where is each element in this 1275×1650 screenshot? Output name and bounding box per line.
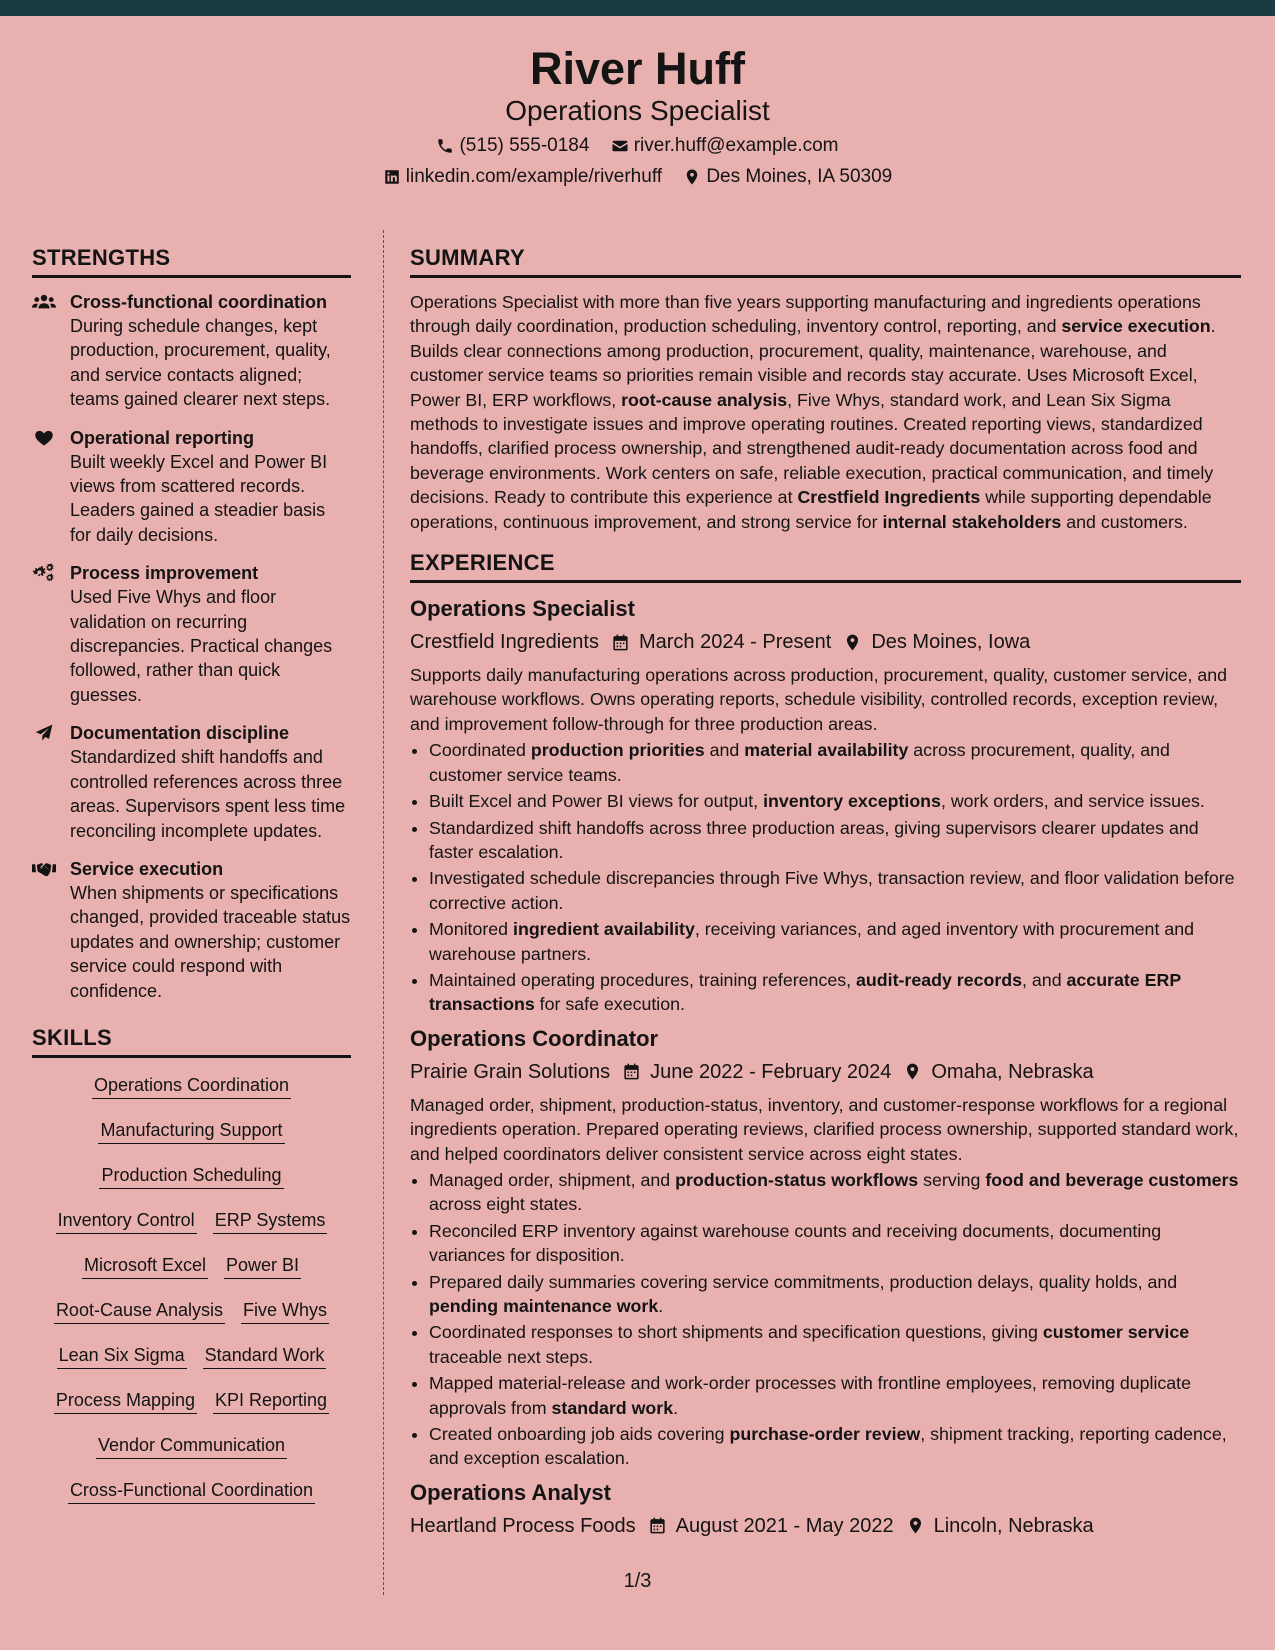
skill-tag: Microsoft Excel bbox=[82, 1254, 208, 1279]
job-title: Operations Analyst bbox=[410, 1479, 611, 1505]
phone-contact[interactable] bbox=[436, 134, 589, 159]
skill-tag: Lean Six Sigma bbox=[57, 1344, 187, 1369]
bold-text: production priorities bbox=[530, 740, 705, 761]
skill-tag: Five Whys bbox=[241, 1299, 329, 1324]
skills-list bbox=[32, 1070, 351, 1524]
strength-item bbox=[32, 561, 351, 707]
job-bullet bbox=[429, 1422, 1241, 1471]
experience-heading: EXPERIENCE bbox=[410, 550, 1241, 583]
job-bullet bbox=[429, 1371, 1241, 1420]
strength-description: When shipments or specifications changed, provided traceable status updates and ownership; customer service could respond with confidence. bbox=[70, 882, 351, 1001]
text-segment: . bbox=[658, 1296, 664, 1316]
candidate-title: Operations Specialist bbox=[505, 95, 770, 126]
skill-tag: Standard Work bbox=[203, 1344, 327, 1369]
map-pin-icon bbox=[683, 168, 701, 186]
bold-text: ingredient availability bbox=[513, 919, 695, 940]
text-segment: Prepared daily summaries covering service commitments, production delays, quality holds, and bbox=[429, 1271, 1178, 1292]
bold-text: pending maintenance work bbox=[429, 1296, 659, 1316]
right-column bbox=[410, 245, 1241, 1547]
job-dates: August 2021 - May 2022 bbox=[675, 1514, 894, 1537]
text-segment: Mapped material-release and work-order processes with frontline employees, removing duplicate approvals from bbox=[429, 1373, 1191, 1418]
strength-description: During schedule changes, kept production, procurement, quality, and service contacts aligned; teams gained clearer next steps. bbox=[70, 316, 331, 410]
job-bullet bbox=[429, 968, 1241, 1017]
job-company: Heartland Process Foods bbox=[410, 1514, 636, 1537]
skill-tag: Manufacturing Support bbox=[98, 1119, 284, 1144]
strength-item bbox=[32, 721, 351, 843]
text-segment: . bbox=[673, 1397, 679, 1418]
location-contact bbox=[683, 165, 892, 190]
skills-row bbox=[32, 1344, 351, 1389]
skills-row bbox=[32, 1119, 351, 1164]
job-bullet bbox=[429, 789, 1241, 813]
bold-text: standard work bbox=[551, 1397, 674, 1418]
bold-text: customer service bbox=[1042, 1322, 1190, 1343]
text-segment: Maintained operating procedures, training references, bbox=[429, 969, 857, 990]
job-bullet bbox=[429, 1270, 1241, 1319]
skills-row bbox=[32, 1074, 351, 1119]
location-text: Des Moines, IA 50309 bbox=[706, 166, 893, 187]
job-location: Lincoln, Nebraska bbox=[933, 1514, 1094, 1537]
summary-heading: SUMMARY bbox=[410, 245, 1241, 278]
bold-text: Crestfield Ingredients bbox=[797, 487, 981, 508]
bold-text: food and beverage customers bbox=[985, 1169, 1239, 1190]
text-segment: Built Excel and Power BI views for output, bbox=[429, 791, 764, 812]
job-bullet bbox=[429, 1320, 1241, 1369]
linkedin-icon bbox=[383, 168, 401, 186]
experience-list bbox=[410, 595, 1241, 1539]
job-dates: June 2022 - February 2024 bbox=[650, 1060, 892, 1083]
job-location: Omaha, Nebraska bbox=[931, 1060, 1094, 1083]
text-segment: Operations Specialist with more than five years supporting manufacturing and ingredients operations through daily coordination, production scheduling, inventory control, reporting, and bbox=[410, 292, 1201, 337]
skills-row bbox=[32, 1479, 351, 1524]
job-description: Managed order, shipment, production-status, inventory, and customer-response workflows for a regional ingredients operation. Prepared operating reviews, clarified process ownership, supported standard work, and helped coordinators deliver consistent service across eight states. bbox=[410, 1094, 1239, 1164]
handshake-icon bbox=[32, 857, 70, 1003]
contact-row-1 bbox=[0, 134, 1275, 163]
bold-text: production-status workflows bbox=[675, 1169, 919, 1190]
strength-description: Built weekly Excel and Power BI views from scattered records. Leaders gained a steadier basis for daily decisions. bbox=[70, 451, 328, 545]
text-segment: Created onboarding job aids covering bbox=[429, 1424, 730, 1445]
calendar-icon bbox=[610, 1062, 650, 1081]
job-entry bbox=[410, 595, 1241, 1017]
phone-text: (515) 555-0184 bbox=[459, 135, 590, 156]
strength-title: Documentation discipline bbox=[70, 723, 290, 744]
strength-description: Used Five Whys and floor validation on recurring discrepancies. Practical changes followed, rather than quick guesses. bbox=[70, 587, 333, 705]
skills-row bbox=[32, 1209, 351, 1254]
job-dates: March 2024 - Present bbox=[638, 631, 832, 654]
text-segment: , Five Whys, standard work, and Lean Six Sigma methods to investigate issues and improve operating routines. Created reporting views, standardized handoffs, clarified process ownership, and strengthened audit-ready documentation across food and beverage environments. Work centers on safe, reliable execution, practical communication, and timely decisions. Ready to contribute this experience at bbox=[410, 389, 1214, 508]
text-segment: and bbox=[704, 740, 745, 761]
map-pin-icon bbox=[831, 633, 871, 652]
text-segment: , receiving variances, and aged inventory with procurement and warehouse partners. bbox=[429, 919, 1194, 964]
job-bullets bbox=[410, 738, 1241, 1016]
text-segment: Monitored bbox=[429, 919, 514, 940]
skill-tag: KPI Reporting bbox=[213, 1389, 329, 1414]
contact-row-2 bbox=[0, 165, 1275, 194]
candidate-name: River Huff bbox=[529, 43, 746, 94]
job-meta bbox=[410, 1513, 1241, 1539]
strengths-heading: STRENGTHS bbox=[32, 245, 351, 278]
bold-text: purchase-order review bbox=[729, 1424, 921, 1445]
text-segment: while supporting dependable operations, continuous improvement, and strong service for bbox=[410, 487, 1212, 532]
strength-body bbox=[70, 561, 351, 707]
text-segment: . Builds clear connections among production, procurement, quality, maintenance, warehouse, and customer service teams so priorities remain visible and records stay accurate. Uses Microsoft Excel, Power BI, ERP workflows, bbox=[410, 316, 1216, 410]
bold-text: inventory exceptions bbox=[763, 791, 941, 812]
gears-icon bbox=[32, 561, 70, 707]
strength-body bbox=[70, 721, 351, 843]
top-accent-bar bbox=[0, 0, 1275, 16]
skills-row bbox=[32, 1299, 351, 1344]
job-bullet bbox=[429, 917, 1241, 966]
job-bullet bbox=[429, 1168, 1241, 1217]
skill-tag: Operations Coordination bbox=[92, 1074, 291, 1099]
job-bullet bbox=[429, 738, 1241, 787]
text-segment: Investigated schedule discrepancies through Five Whys, transaction review, and floor validation before corrective action. bbox=[429, 868, 1235, 913]
job-entry bbox=[410, 1025, 1241, 1471]
strength-body bbox=[70, 426, 351, 548]
text-segment: traceable next steps. bbox=[429, 1346, 594, 1367]
skill-tag: Inventory Control bbox=[56, 1209, 197, 1234]
job-title: Operations Coordinator bbox=[410, 1025, 659, 1051]
job-meta bbox=[410, 629, 1241, 655]
resume-header bbox=[0, 16, 1275, 204]
job-bullet bbox=[429, 866, 1241, 915]
text-segment: Managed order, shipment, and bbox=[429, 1169, 676, 1190]
strength-title: Cross-functional coordination bbox=[70, 292, 328, 312]
text-segment: , and bbox=[1022, 969, 1067, 990]
strength-description: Standardized shift handoffs and controlled references across three areas. Supervisors spent less time reconciling incomplete updates. bbox=[70, 747, 346, 841]
calendar-icon bbox=[636, 1516, 676, 1535]
text-segment: Reconciled ERP inventory against warehouse counts and receiving documents, documenting variances for disposition. bbox=[429, 1220, 1162, 1266]
bold-text: accurate ERP transactions bbox=[429, 969, 1181, 1015]
map-pin-icon bbox=[894, 1516, 934, 1535]
job-title: Operations Specialist bbox=[410, 596, 635, 622]
column-divider bbox=[383, 230, 384, 1595]
job-entry bbox=[410, 1479, 1241, 1539]
strengths-list bbox=[32, 290, 351, 1003]
text-segment: Standardized shift handoffs across three production areas, giving supervisors clearer updates and faster escalation. bbox=[429, 817, 1199, 862]
skills-row bbox=[32, 1164, 351, 1209]
text-segment: for safe execution. bbox=[534, 994, 685, 1015]
calendar-icon bbox=[599, 633, 639, 652]
strength-title: Operational reporting bbox=[70, 427, 255, 448]
phone-icon bbox=[436, 137, 454, 155]
skill-tag: Process Mapping bbox=[54, 1389, 197, 1414]
job-company: Crestfield Ingredients bbox=[410, 631, 599, 654]
text-segment: Coordinated bbox=[429, 740, 531, 761]
job-bullets bbox=[410, 1168, 1241, 1471]
bold-text: root-cause analysis bbox=[621, 389, 788, 410]
text-segment: and customers. bbox=[1061, 511, 1188, 532]
heart-icon bbox=[32, 426, 70, 548]
text-segment: across procurement, quality, and customer service teams. bbox=[429, 740, 1170, 785]
skill-tag: Production Scheduling bbox=[99, 1164, 283, 1189]
left-column bbox=[32, 245, 351, 1524]
job-location: Des Moines, Iowa bbox=[871, 631, 1031, 654]
job-company: Prairie Grain Solutions bbox=[410, 1060, 611, 1083]
email-contact[interactable] bbox=[611, 134, 839, 159]
text-segment: , work orders, and service issues. bbox=[940, 791, 1205, 812]
skills-row bbox=[32, 1389, 351, 1434]
skill-tag: Root-Cause Analysis bbox=[54, 1299, 225, 1324]
paper-plane-icon bbox=[32, 721, 70, 843]
job-bullet bbox=[429, 816, 1241, 865]
linkedin-text: linkedin.com/example/riverhuff bbox=[405, 166, 663, 187]
summary-text bbox=[410, 290, 1241, 534]
skill-tag: ERP Systems bbox=[213, 1209, 328, 1234]
bold-text: audit-ready records bbox=[856, 969, 1023, 990]
strength-item bbox=[32, 290, 351, 412]
job-description: Supports daily manufacturing operations across production, procurement, quality, customer service, and warehouse workflows. Owns operating reports, schedule visibility, controlled records, exception review, and improvement follow-through for three production areas. bbox=[410, 665, 1228, 734]
bold-text: internal stakeholders bbox=[882, 511, 1062, 532]
bold-text: service execution bbox=[1061, 316, 1211, 337]
map-pin-icon bbox=[891, 1062, 931, 1081]
strength-body bbox=[70, 290, 351, 412]
text-segment: serving bbox=[918, 1169, 986, 1190]
strength-title: Service execution bbox=[70, 858, 224, 879]
page-number: 1/3 bbox=[623, 1570, 652, 1592]
linkedin-contact[interactable] bbox=[383, 165, 662, 190]
skills-heading: SKILLS bbox=[32, 1025, 351, 1058]
job-bullet bbox=[429, 1219, 1241, 1268]
strength-body bbox=[70, 857, 351, 1003]
job-meta bbox=[410, 1059, 1241, 1085]
strength-title: Process improvement bbox=[70, 563, 259, 584]
skill-tag: Cross-Functional Coordination bbox=[68, 1479, 315, 1504]
email-text: river.huff@example.com bbox=[633, 135, 839, 156]
skill-tag: Vendor Communication bbox=[96, 1434, 287, 1459]
skills-row bbox=[32, 1434, 351, 1479]
text-segment: , shipment tracking, reporting cadence, and exception escalation. bbox=[429, 1424, 1227, 1469]
skills-row bbox=[32, 1254, 351, 1299]
text-segment: Coordinated responses to short shipments and specification questions, giving bbox=[429, 1322, 1043, 1343]
envelope-icon bbox=[611, 137, 629, 155]
strength-item bbox=[32, 426, 351, 548]
skill-tag: Power BI bbox=[224, 1254, 301, 1279]
bold-text: material availability bbox=[744, 740, 909, 761]
strength-item bbox=[32, 857, 351, 1003]
users-icon bbox=[32, 290, 70, 412]
text-segment: across eight states. bbox=[429, 1194, 583, 1215]
